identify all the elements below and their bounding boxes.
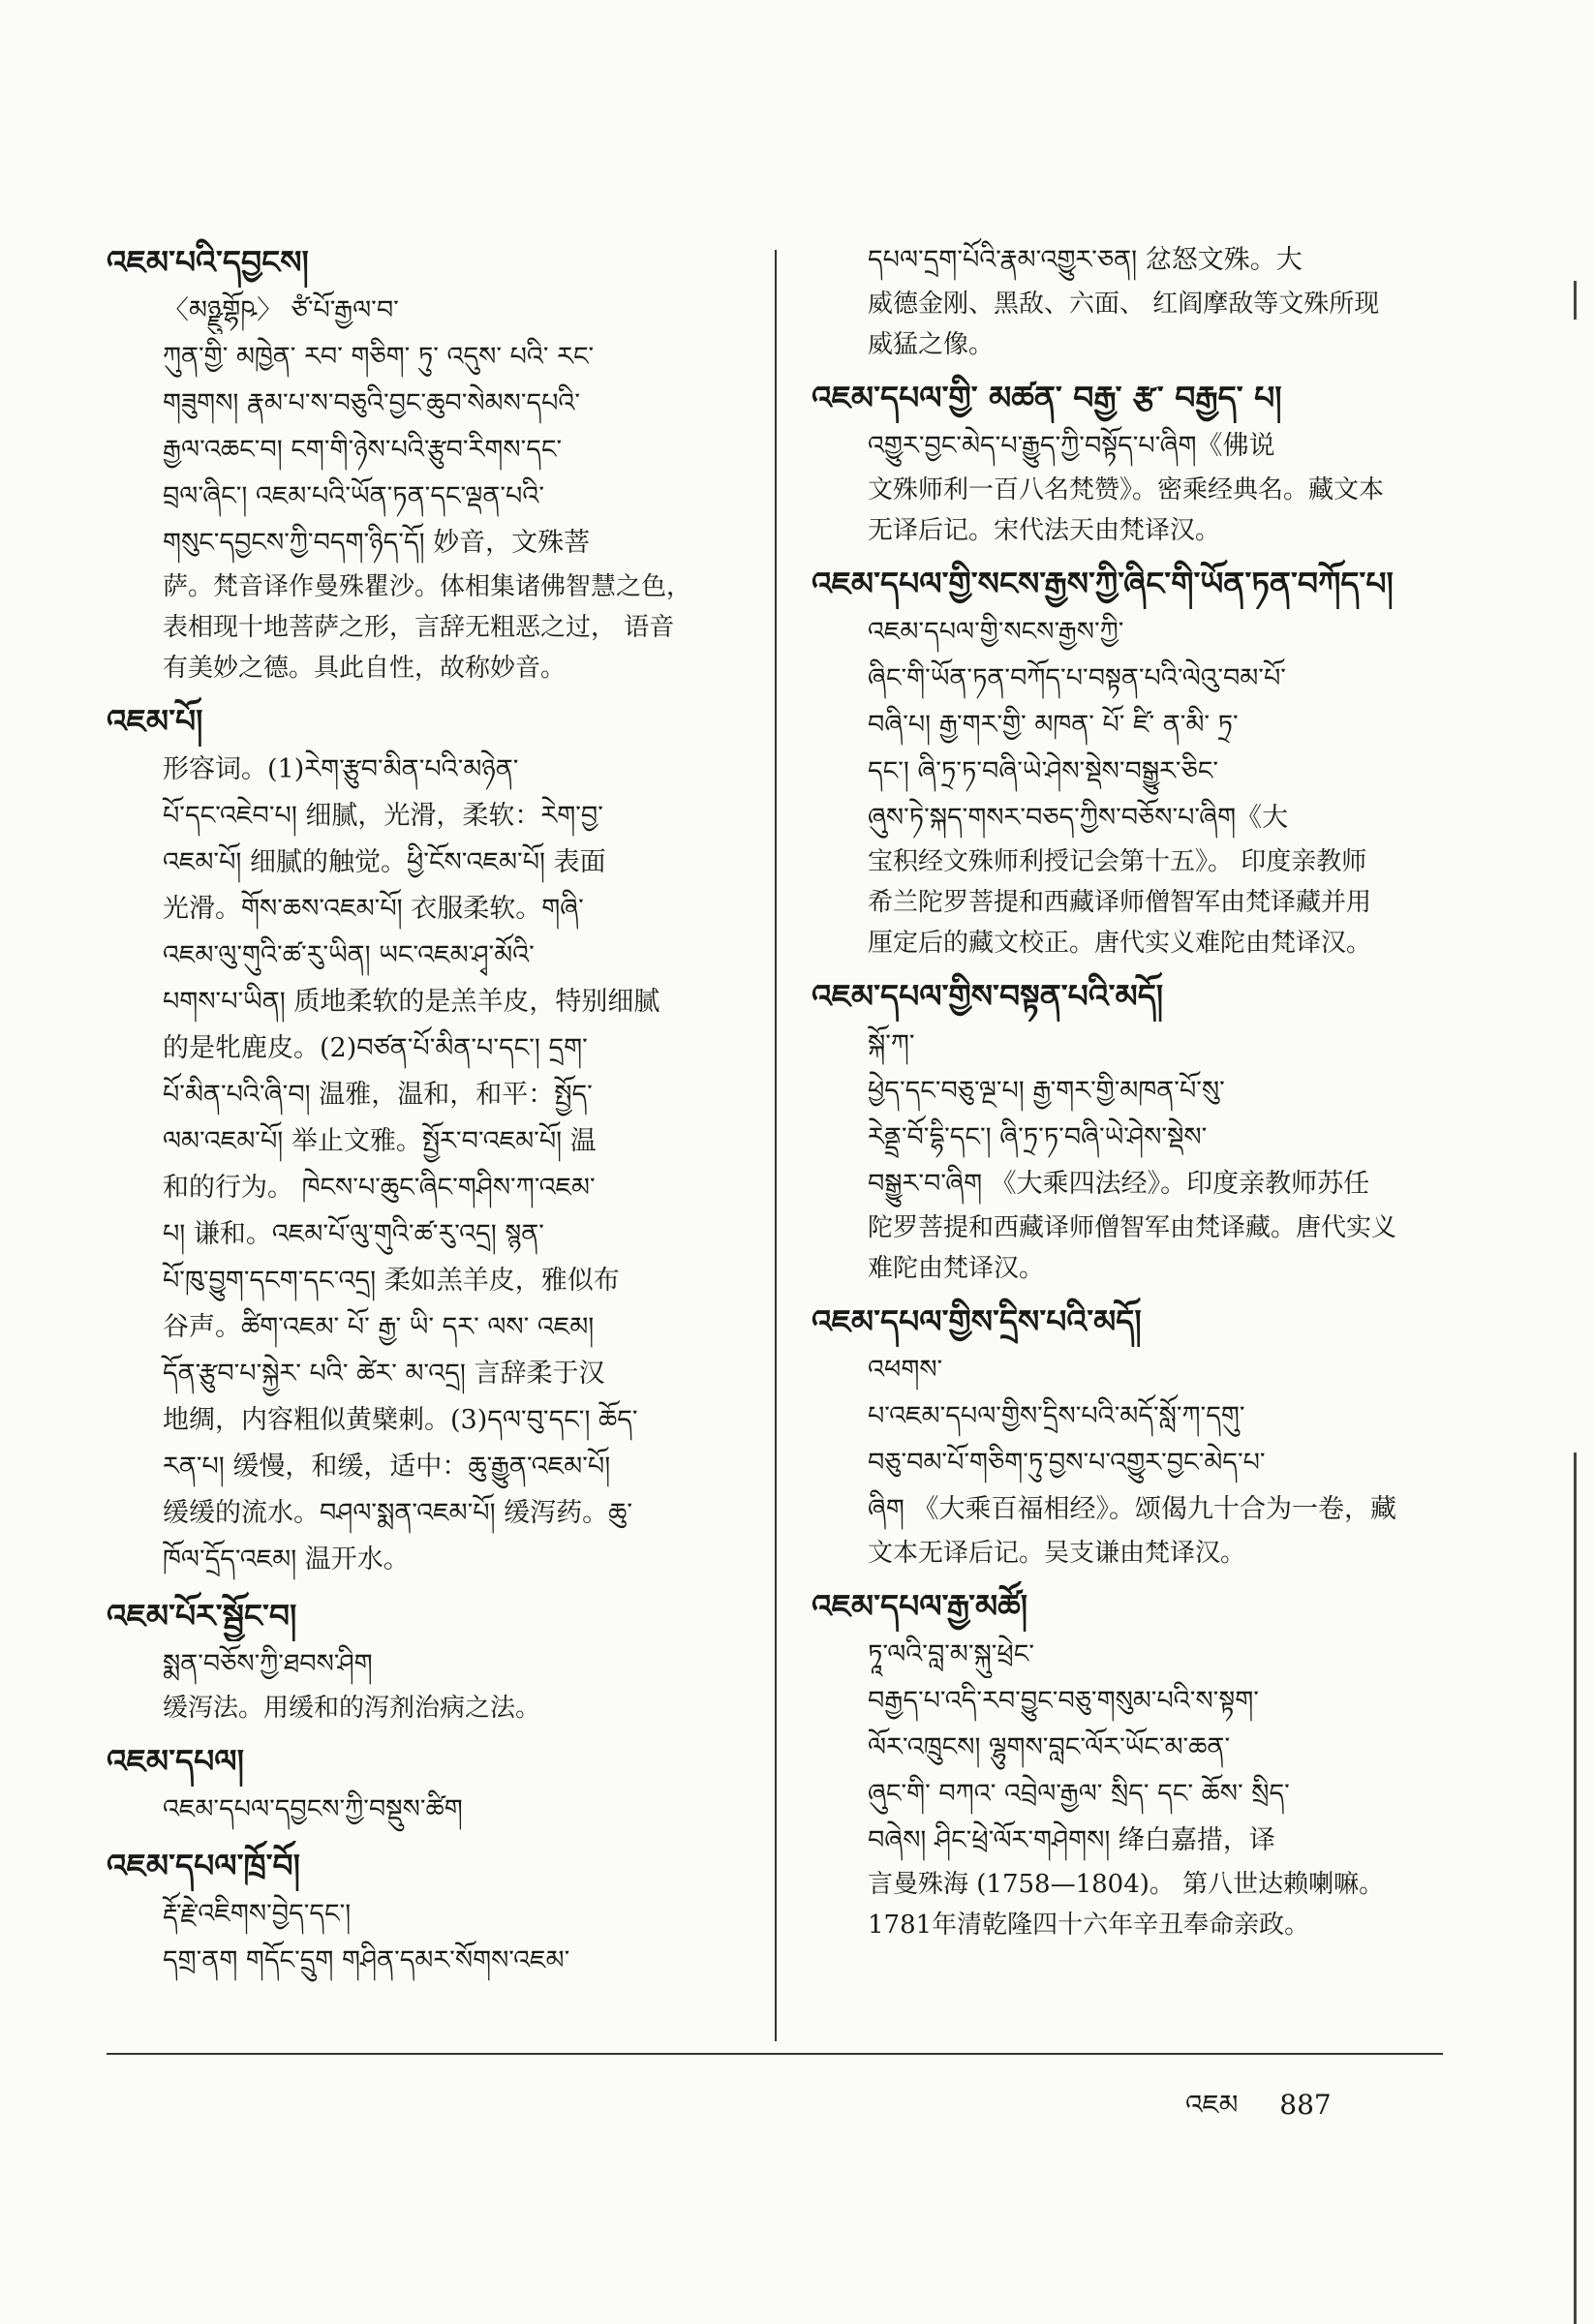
dictionary-entry	[812, 373, 1431, 551]
entry-text-line: པོ་ཁུ་བྱུག་དངག་དང་འདྲ། 柔如羔羊皮，雅似布	[163, 1266, 620, 1296]
entry-text-line: 的是牝鹿皮。(2)བཙན་པོ་མིན་པ་དང་། དྲག་	[163, 1033, 588, 1063]
entry-text-line: པོ་དང་འཇེབ་པ། 细腻，光滑，柔软：རེག་བྱ་	[163, 801, 603, 831]
entry-text-line: བྲལ་ཞིང་། འཇམ་པའི་ཡོན་ཏན་དང་ལྡན་པའི་	[163, 481, 545, 511]
entry-text-line: སྨན་བཅོས་ཀྱི་ཐབས་ཤིག	[163, 1649, 373, 1679]
entry-text-line: གསུང་དབྱངས་ཀྱི་བདག་ཉིད་དོ། 妙音，文殊菩	[163, 528, 591, 558]
entry-text-line: 无译后记。宋代法天由梵译汉。	[868, 516, 1221, 545]
page-number: 887	[1279, 2089, 1332, 2121]
dictionary-entry	[107, 1841, 753, 1984]
entry-text-line: སྐོ་ཀ་	[868, 1029, 915, 1059]
entry-text-line: དཔལ་དྲག་པོའི་རྣམ་འགྱུར་ཅན། 忿怒文殊。大	[868, 245, 1303, 275]
dictionary-entry	[107, 696, 753, 1583]
dictionary-entry	[812, 1297, 1431, 1574]
left-column	[107, 237, 753, 1992]
entry-text-line: 陀罗菩提和西藏译师僧智军由梵译藏。唐代实义	[868, 1213, 1397, 1242]
entry-headword: འཇམ་དཔལ་གྱི་སངས་རྒྱས་ཀྱི་ཞིང་གི་ཡོན་ཏན་བཀོད་པ།	[812, 565, 1394, 602]
entry-text-line: 1781年清乾隆四十六年辛丑奉命亲政。	[868, 1911, 1310, 1940]
entry-text-line: ཏཱ་ལའི་བླ་མ་སྐུ་ཕྲེང་	[868, 1639, 1034, 1669]
entry-text-line: རེནྡྲ་བོ་དྷི་དང་། ཞི་ཏྲ་ཏ་བཞི་ཡེ་ཤེས་སྡེས་	[868, 1122, 1208, 1152]
entry-text-line: ཕྱེད་དང་བཅུ་ལྔ་པ། རྒྱ་གར་གྱི་མཁན་པོ་སུ་	[868, 1076, 1225, 1106]
entry-text-line: 宝积经文殊师利授记会第十五》。 印度亲教师	[868, 847, 1367, 876]
entry-text-line: 希兰陀罗菩提和西藏译师僧智军由梵译藏并用	[868, 888, 1372, 917]
column-divider	[775, 250, 777, 2041]
entry-text-line: 缓缓的流水。བཤལ་སྨན་འཇམ་པོ། 缓泻药。ཆུ་	[163, 1498, 633, 1528]
entry-headword: འཇམ་དཔལ་གྱིས་བསྟན་པའི་མདོ།	[812, 977, 1164, 1015]
entry-headword: འཇམ་པོ།	[107, 702, 203, 740]
scan-edge-mark	[1574, 1452, 1577, 2324]
entry-text-line: དང་། ཞི་ཏྲ་ཏ་བཞི་ཡེ་ཤེས་སྡེས་བསྒྱུར་ཅིང་	[868, 756, 1218, 786]
entry-text-line: རྒྱལ་འཆང་བ། ངག་གི་ཉེས་པའི་རྩུབ་རིགས་དང་	[163, 435, 563, 465]
entry-text-line: འཇམ་དཔལ་གྱི་སངས་རྒྱས་ཀྱི་	[868, 617, 1124, 647]
entry-text-line: འགྱུར་བྱང་མེད་པ་རྒྱུད་ཀྱི་བསྟོད་པ་ཞིག《佛说	[868, 431, 1275, 461]
dictionary-entry	[812, 559, 1431, 963]
entry-text-line: པ་འཇམ་དཔལ་གྱིས་དྲིས་པའི་མདོ་སློ་ཀ་དགུ་	[868, 1401, 1245, 1431]
page-footer	[1185, 2074, 1332, 2151]
entry-text-line: 光滑。གོས་ཆས་འཇམ་པོ། 衣服柔软。གཞི་	[163, 894, 584, 924]
entry-text-line: 威德金刚、黑敌、六面、 红阎摩敌等文殊所现	[868, 290, 1380, 319]
entry-text-line: 缓泻法。用缓和的泻剂治病之法。	[163, 1694, 541, 1723]
entry-text-line: 厘定后的藏文校正。唐代实义难陀由梵译汉。	[868, 929, 1372, 958]
entry-text-line: ཞིག 《大乘百福相经》。颂偈九十合为一卷，藏	[868, 1494, 1396, 1524]
entry-text-line: ཞུང་གི་ བཀའ་ འབྲེལ་རྒྱལ་ སྲིད་ དང་ ཆོས་ སྲིད་	[868, 1779, 1290, 1809]
entry-text-line: ལོར་འཁྲུངས། ལྷུགས་བླང་ལོར་ཡོང་མ་ཆན་	[868, 1732, 1231, 1762]
footer-rule	[107, 2053, 1443, 2055]
entry-text-line: བཞེས། ཤིང་ཕྲེ་ལོར་གཤེགས། 绛白嘉措，译	[868, 1825, 1275, 1855]
dictionary-entry	[812, 971, 1431, 1289]
dictionary-entry	[812, 237, 1431, 365]
entry-text-line: བསྒྱུར་བ་ཞིག 《大乘四法经》。印度亲教师苏任	[868, 1169, 1370, 1199]
entry-text-line: པ། 谦和。འཇམ་པོ་ལུ་གུའི་ཚ་རུ་འདྲ། སྙན་	[163, 1219, 544, 1249]
entry-text-line: ཁོལ་དྲོད་འཇམ། 温开水。	[163, 1544, 410, 1575]
entry-text-line: 萨。梵音译作曼殊瞿沙。体相集诸佛智慧之色，	[163, 572, 692, 601]
entry-text-line: པོ་མིན་པའི་ཞི་བ། 温雅，温和，和平：སྤྱོད་	[163, 1080, 593, 1110]
entry-headword: འཇམ་དཔལ་གྱི་ མཚན་ བརྒྱ་ རྩ་ བརྒྱད་ པ།	[812, 379, 1282, 416]
entry-text-line: 地绸，内容粗似黄檗刺。(3)དལ་བུ་དང་། ཆོད་	[163, 1405, 638, 1435]
entry-text-line: 有美妙之德。具此自性，故称妙音。	[163, 654, 567, 683]
entry-text-line: བཞི་པ། རྒྱ་གར་གྱི་ མཁན་ པོ་ ཛི་ ན་མི་ ཏྲ་	[868, 710, 1239, 740]
entry-text-line: 威猛之像。	[868, 330, 995, 359]
entry-text-line: དོན་རྩུབ་པ་སྐྱེར་ པའི་ ཚེར་ མ་འདྲ། 言辞柔于汉	[163, 1359, 605, 1389]
dictionary-entry	[812, 1581, 1431, 1945]
entry-text-line: དགྲ་ནག གདོང་དྲུག གཤིན་དམར་སོགས་འཇམ་	[163, 1945, 570, 1975]
entry-text-line: ལམ་འཇམ་པོ། 举止文雅。སྤྱོར་བ་འཇམ་པོ། 温	[163, 1126, 597, 1156]
entry-text-line: རྡོ་རྗེ་འཇིགས་བྱེད་དང་།	[163, 1899, 352, 1929]
entry-text-line: ཞིང་གི་ཡོན་ཏན་བཀོད་པ་བསྟན་པའི་ལེའུ་བམ་པོ་	[868, 663, 1286, 693]
entry-text-line: བཅུ་བམ་པོ་གཅིག་ཏུ་བྱས་པ་འགྱུར་བྱང་མེད་པ་	[868, 1448, 1266, 1478]
entry-text-line: གཟུགས། རྣམ་པ་ས་བཅུའི་བྱང་ཆུབ་སེམས་དཔའི་	[163, 388, 581, 418]
entry-text-line: 和的行为。 ཁེངས་པ་ཆུང་ཞིང་གཤིས་ཀ་འཇམ་	[163, 1173, 596, 1203]
entry-text-line: འཕགས་	[868, 1355, 943, 1385]
entry-text-line: བརྒྱད་པ་འདི་རབ་བྱུང་བཅུ་གསུམ་པའི་ས་སྟག་	[868, 1686, 1259, 1716]
entry-text-line: 形容词。(1)རེག་རྩུབ་མིན་པའི་མཉེན་	[163, 754, 519, 784]
entry-text-line: པགས་པ་ཡིན། 质地柔软的是羔羊皮，特别细腻	[163, 987, 660, 1017]
dictionary-entry	[107, 1736, 753, 1833]
entry-headword: འཇམ་དཔལ་ཁྲོ་བོ།	[107, 1847, 301, 1884]
entry-text-line: རན་པ། 缓慢，和缓，适中：ཆུ་རྒྱུན་འཇམ་པོ།	[163, 1452, 611, 1482]
dictionary-entry	[107, 1591, 753, 1728]
entry-text-line: ཞུས་ཏེ་སྐད་གསར་བཅད་ཀྱིས་བཅོས་པ་ཞིག《大	[868, 803, 1289, 833]
entry-text-line: 〈མཉྫུགྷོཥ〉 ཙཾ་པོ་རྒྱལ་བ་	[163, 295, 399, 325]
entry-text-line: 言曼殊海 (1758—1804)。 第八世达赖喇嘛。	[868, 1870, 1385, 1899]
entry-headword: འཇམ་པའི་དབྱངས།	[107, 243, 309, 281]
entry-text-line: ཀུན་གྱི་ མཁྱེན་ རབ་ གཅིག་ ཏུ་ འདུས་ པའི་ རང་	[163, 342, 595, 372]
entry-headword: འཇམ་དཔལ་གྱིས་དྲིས་པའི་མདོ།	[812, 1302, 1142, 1340]
entry-headword: འཇམ་དཔལ་རྒྱ་མཚོ།	[812, 1587, 1028, 1625]
entry-text-line: འཇམ་དཔལ་དབྱངས་ཀྱི་བསྡུས་ཚིག	[163, 1794, 463, 1824]
right-column	[812, 237, 1431, 1953]
dictionary-entry	[107, 237, 753, 688]
entry-text-line: 谷声。ཚིག་འཇམ་ པོ་ རྒྱ་ ཡི་ དར་ ལས་ འཇམ།	[163, 1312, 595, 1342]
entry-text-line: 文殊师利一百八名梵赞》。密乘经典名。藏文本	[868, 475, 1385, 505]
entry-text-line: 难陀由梵译汉。	[868, 1254, 1045, 1283]
entry-text-line: འཇམ་པོ། 细腻的触觉。ཕྱི་ངོས་འཇམ་པོ། 表面	[163, 847, 606, 877]
scan-edge-mark	[1574, 281, 1577, 320]
running-headword: འཇམ	[1185, 2089, 1239, 2121]
entry-text-line: འཇམ་ལུ་གུའི་ཚ་རུ་ཡིན། ཡང་འཇམ་ཤྭ་མོའི་	[163, 940, 535, 970]
entry-headword: འཇམ་པོར་སྦྱོང་བ།	[107, 1597, 297, 1635]
entry-text-line: 表相现十地菩萨之形，言辞无粗恶之过， 语音	[163, 613, 675, 642]
entry-text-line: 文本无译后记。吴支谦由梵译汉。	[868, 1539, 1246, 1568]
entry-headword: འཇམ་དཔལ།	[107, 1742, 244, 1780]
